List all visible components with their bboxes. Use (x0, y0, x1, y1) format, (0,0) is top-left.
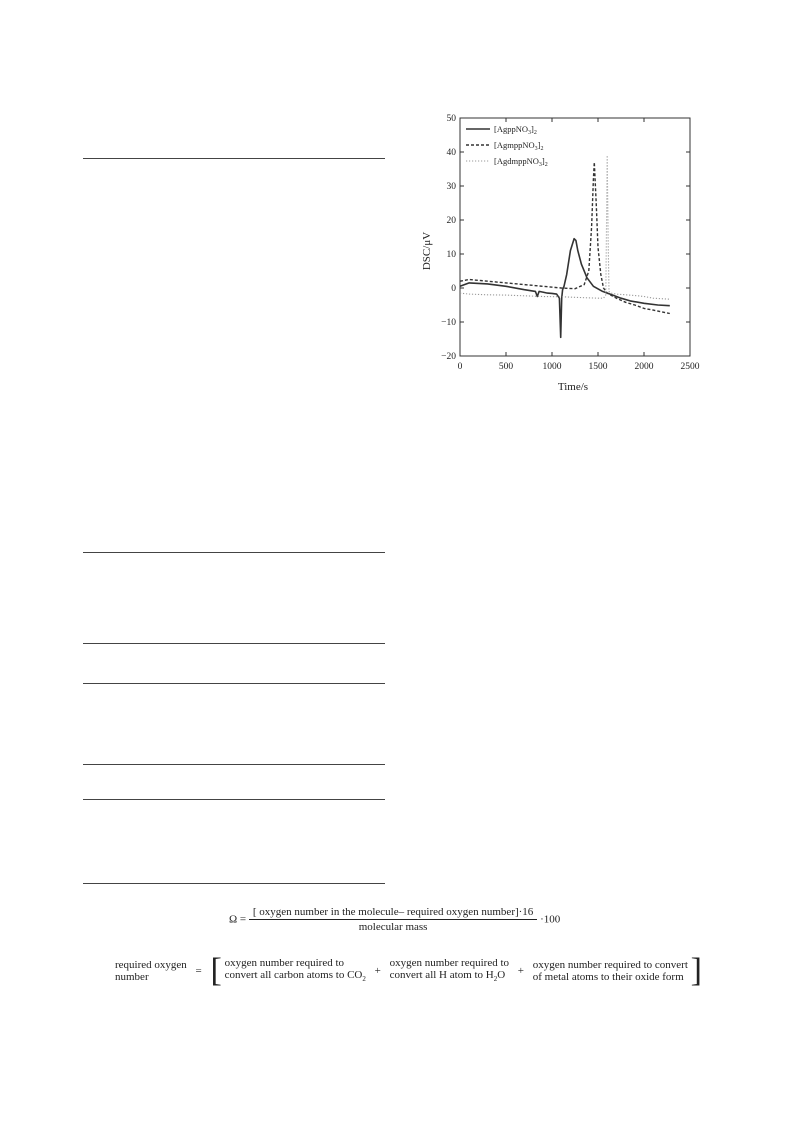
lhs-line2: number (115, 971, 149, 984)
equation-factor: ·100 (540, 913, 561, 926)
term3-line2: of metal atoms to their oxide form (532, 971, 684, 984)
plot-frame (460, 118, 690, 356)
series-line-2 (460, 162, 670, 313)
table-rule-6 (83, 799, 385, 800)
series-line-3 (460, 155, 670, 299)
term-metal (533, 959, 688, 983)
term-hydrogen (390, 957, 509, 985)
equation-denominator: molecular mass (358, 921, 428, 933)
equation-numerator: [ oxygen number in the molecule– required oxygen number]·16 (249, 906, 537, 920)
table-rule-3 (83, 643, 385, 644)
y-tick-label: 30 (446, 182, 456, 192)
x-axis-label: Time/s (557, 381, 589, 393)
plus-sign-2: + (517, 965, 524, 978)
term1-sub: 2 (362, 975, 366, 984)
y-tick-label: 50 (446, 114, 456, 124)
equation-lhs: Ω = (229, 913, 247, 926)
legend-label: $[AgdmppNO_3]_2$ (494, 156, 548, 168)
table-rule-4 (83, 683, 385, 684)
y-tick-label: 20 (446, 216, 456, 226)
required-oxygen-lhs (115, 959, 187, 983)
oxygen-balance-equation (229, 906, 560, 933)
x-tick-label: 1000 (542, 362, 562, 372)
dsc-chart (414, 108, 714, 400)
right-bracket: ] (690, 952, 702, 990)
y-tick-label: −20 (441, 352, 456, 362)
y-tick-label: −10 (441, 318, 456, 328)
term1-line1: oxygen number required to (224, 957, 345, 969)
y-tick-label: 40 (446, 148, 456, 158)
x-tick-label: 2000 (634, 362, 654, 372)
equals-sign: = (195, 965, 202, 978)
table-rule-7 (83, 883, 385, 884)
equation-fraction (249, 906, 537, 933)
plus-sign-1: + (374, 965, 381, 978)
y-tick-label: 0 (451, 284, 456, 294)
term2-line1: oxygen number required to (389, 957, 510, 969)
table-rule-5 (83, 764, 385, 765)
required-oxygen-equation (115, 952, 702, 990)
legend-label: $[AgppNO_3]_2$ (494, 124, 537, 136)
chart-legend (466, 124, 548, 168)
term2-tail: O (497, 969, 506, 981)
term2-sub: 2 (493, 975, 498, 984)
y-tick-label: 10 (446, 250, 456, 260)
y-axis-label: DSC/μV (421, 231, 433, 271)
legend-label: $[AgmppNO_3]_2$ (494, 140, 544, 152)
x-tick-label: 2500 (680, 362, 700, 372)
chart-series-layer (460, 155, 670, 337)
table-rule-1 (83, 158, 385, 159)
x-tick-label: 0 (457, 362, 463, 372)
x-tick-label: 500 (498, 362, 514, 372)
table-rule-2 (83, 552, 385, 553)
lhs-line1: required oxygen (115, 959, 187, 972)
term1-line2: convert all carbon atoms to CO (224, 969, 363, 981)
x-tick-label: 1500 (588, 362, 608, 372)
left-bracket: [ (210, 952, 222, 990)
term-carbon (225, 957, 366, 985)
chart-ticks (441, 114, 700, 372)
term3-line1: oxygen number required to convert (532, 959, 688, 972)
term2-line2: convert all H atom to H (389, 969, 494, 981)
chart-axes (460, 118, 690, 356)
